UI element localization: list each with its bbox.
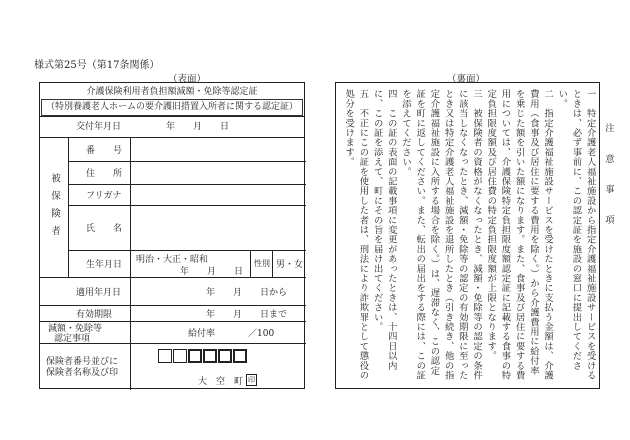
certificate-back [335, 82, 614, 389]
back-side-label: （裏面） [447, 74, 486, 85]
note-item-2: 二 指定介護福祉施設サービスを受けたときに支払う金額は、介護費用（食事及び居住に要する費用を除く。）から介護費用に給付率を乗じた額を引いた額になります。また、食事及び居住に要する費用については、介護保険特定負担限度額認定証に記載する食事の特定負担限度額及び居住費の特定負担限度額が上限となります。 [485, 89, 554, 380]
valid-until-row [40, 305, 304, 321]
insurer-name-block [198, 373, 257, 387]
furigana-label: フリガナ [86, 191, 122, 201]
gender-label: 性別 [254, 258, 270, 268]
insurer-number-box [158, 349, 172, 363]
note-item-3: 三 被保険者の資格がなくなったとき、減額・免除等の認定の条件に該当しなくなったとき、減額・免除等の認定の有効期限に至ったとき又は特定介護老人福祉施設を退所したとき（引き続き、他の指定介護福祉施設に入所する場合を除く。）は、遅滞なく、この認定証を町に返してください。また、転出の届出をする際には、この証を添えてください。 [400, 89, 483, 380]
insured-info-grid [40, 138, 304, 305]
birth-ymd: 年 月 日 [180, 266, 244, 277]
certificate-title [40, 83, 304, 117]
seal-mark: 印 [248, 376, 256, 384]
notes-heading: 注 意 事 項 [602, 123, 614, 231]
title-line-2: （特別養護老人ホームの要介護旧措置入所者に関する認定証） [41, 99, 303, 116]
insurer-number-box [218, 349, 232, 363]
apply-date-label: 適用年月日 [76, 287, 122, 298]
notes-text [341, 89, 615, 381]
benefit-rate-value: ／100 [248, 328, 275, 339]
reduction-label-line2: 認定事項 [54, 333, 91, 344]
insured-label: 被保険者 [49, 173, 60, 243]
name-label: 氏 名 [86, 224, 123, 234]
reduction-label-line1: 減額・免除等 [48, 323, 103, 334]
address-label: 住 所 [86, 169, 123, 179]
valid-until-label: 有効期限 [76, 309, 113, 320]
certificate-front [39, 82, 305, 389]
insurer-name: 大 空 町 [198, 376, 244, 387]
valid-until-value: 年 月 日まで [206, 309, 288, 320]
insurer-number-box [173, 349, 187, 363]
insurer-number-box [203, 349, 217, 363]
issue-date: 交付年月日 年 月 日 [40, 117, 304, 138]
insurer-number-boxes [158, 349, 248, 363]
front-side-label: （表面） [168, 74, 207, 85]
title-line-1: 介護保険利用者負担額減額・免除等認定証 [86, 87, 258, 97]
note-item-4: 四 この証の表面の記載事項に変更があったときは、十四日以内に、この証を添えて、町にその旨を届け出てください。 [371, 89, 397, 371]
number-label: 番 号 [86, 146, 123, 156]
insurer-label-line1: 保険者番号並びに [46, 357, 119, 367]
note-item-1: 一 特定介護老人福祉施設から指定介護福祉施設サービスを受けるときは、必ず事前に、この認定証を施設の窓口に提出してください。 [556, 89, 596, 380]
gender-value: 男・女 [276, 260, 304, 270]
insurer-number-box [188, 349, 202, 363]
form-number: 様式第25号（第17条関係） [34, 60, 160, 71]
insurer-label-line2: 保険者名称及び印 [46, 368, 119, 378]
note-item-5: 五 不正にこの証を使用した者は、刑法により詐欺罪として懲役の処分を受けます。 [343, 89, 369, 380]
era-options: 明治・大正・昭和 [136, 254, 209, 265]
insurer-number-box [233, 349, 247, 363]
benefit-rate-label: 給付率 [188, 328, 216, 339]
birth-label: 生年月日 [86, 260, 123, 270]
apply-date-value: 年 月 日から [206, 287, 288, 298]
reduction-and-insurer [40, 321, 304, 390]
